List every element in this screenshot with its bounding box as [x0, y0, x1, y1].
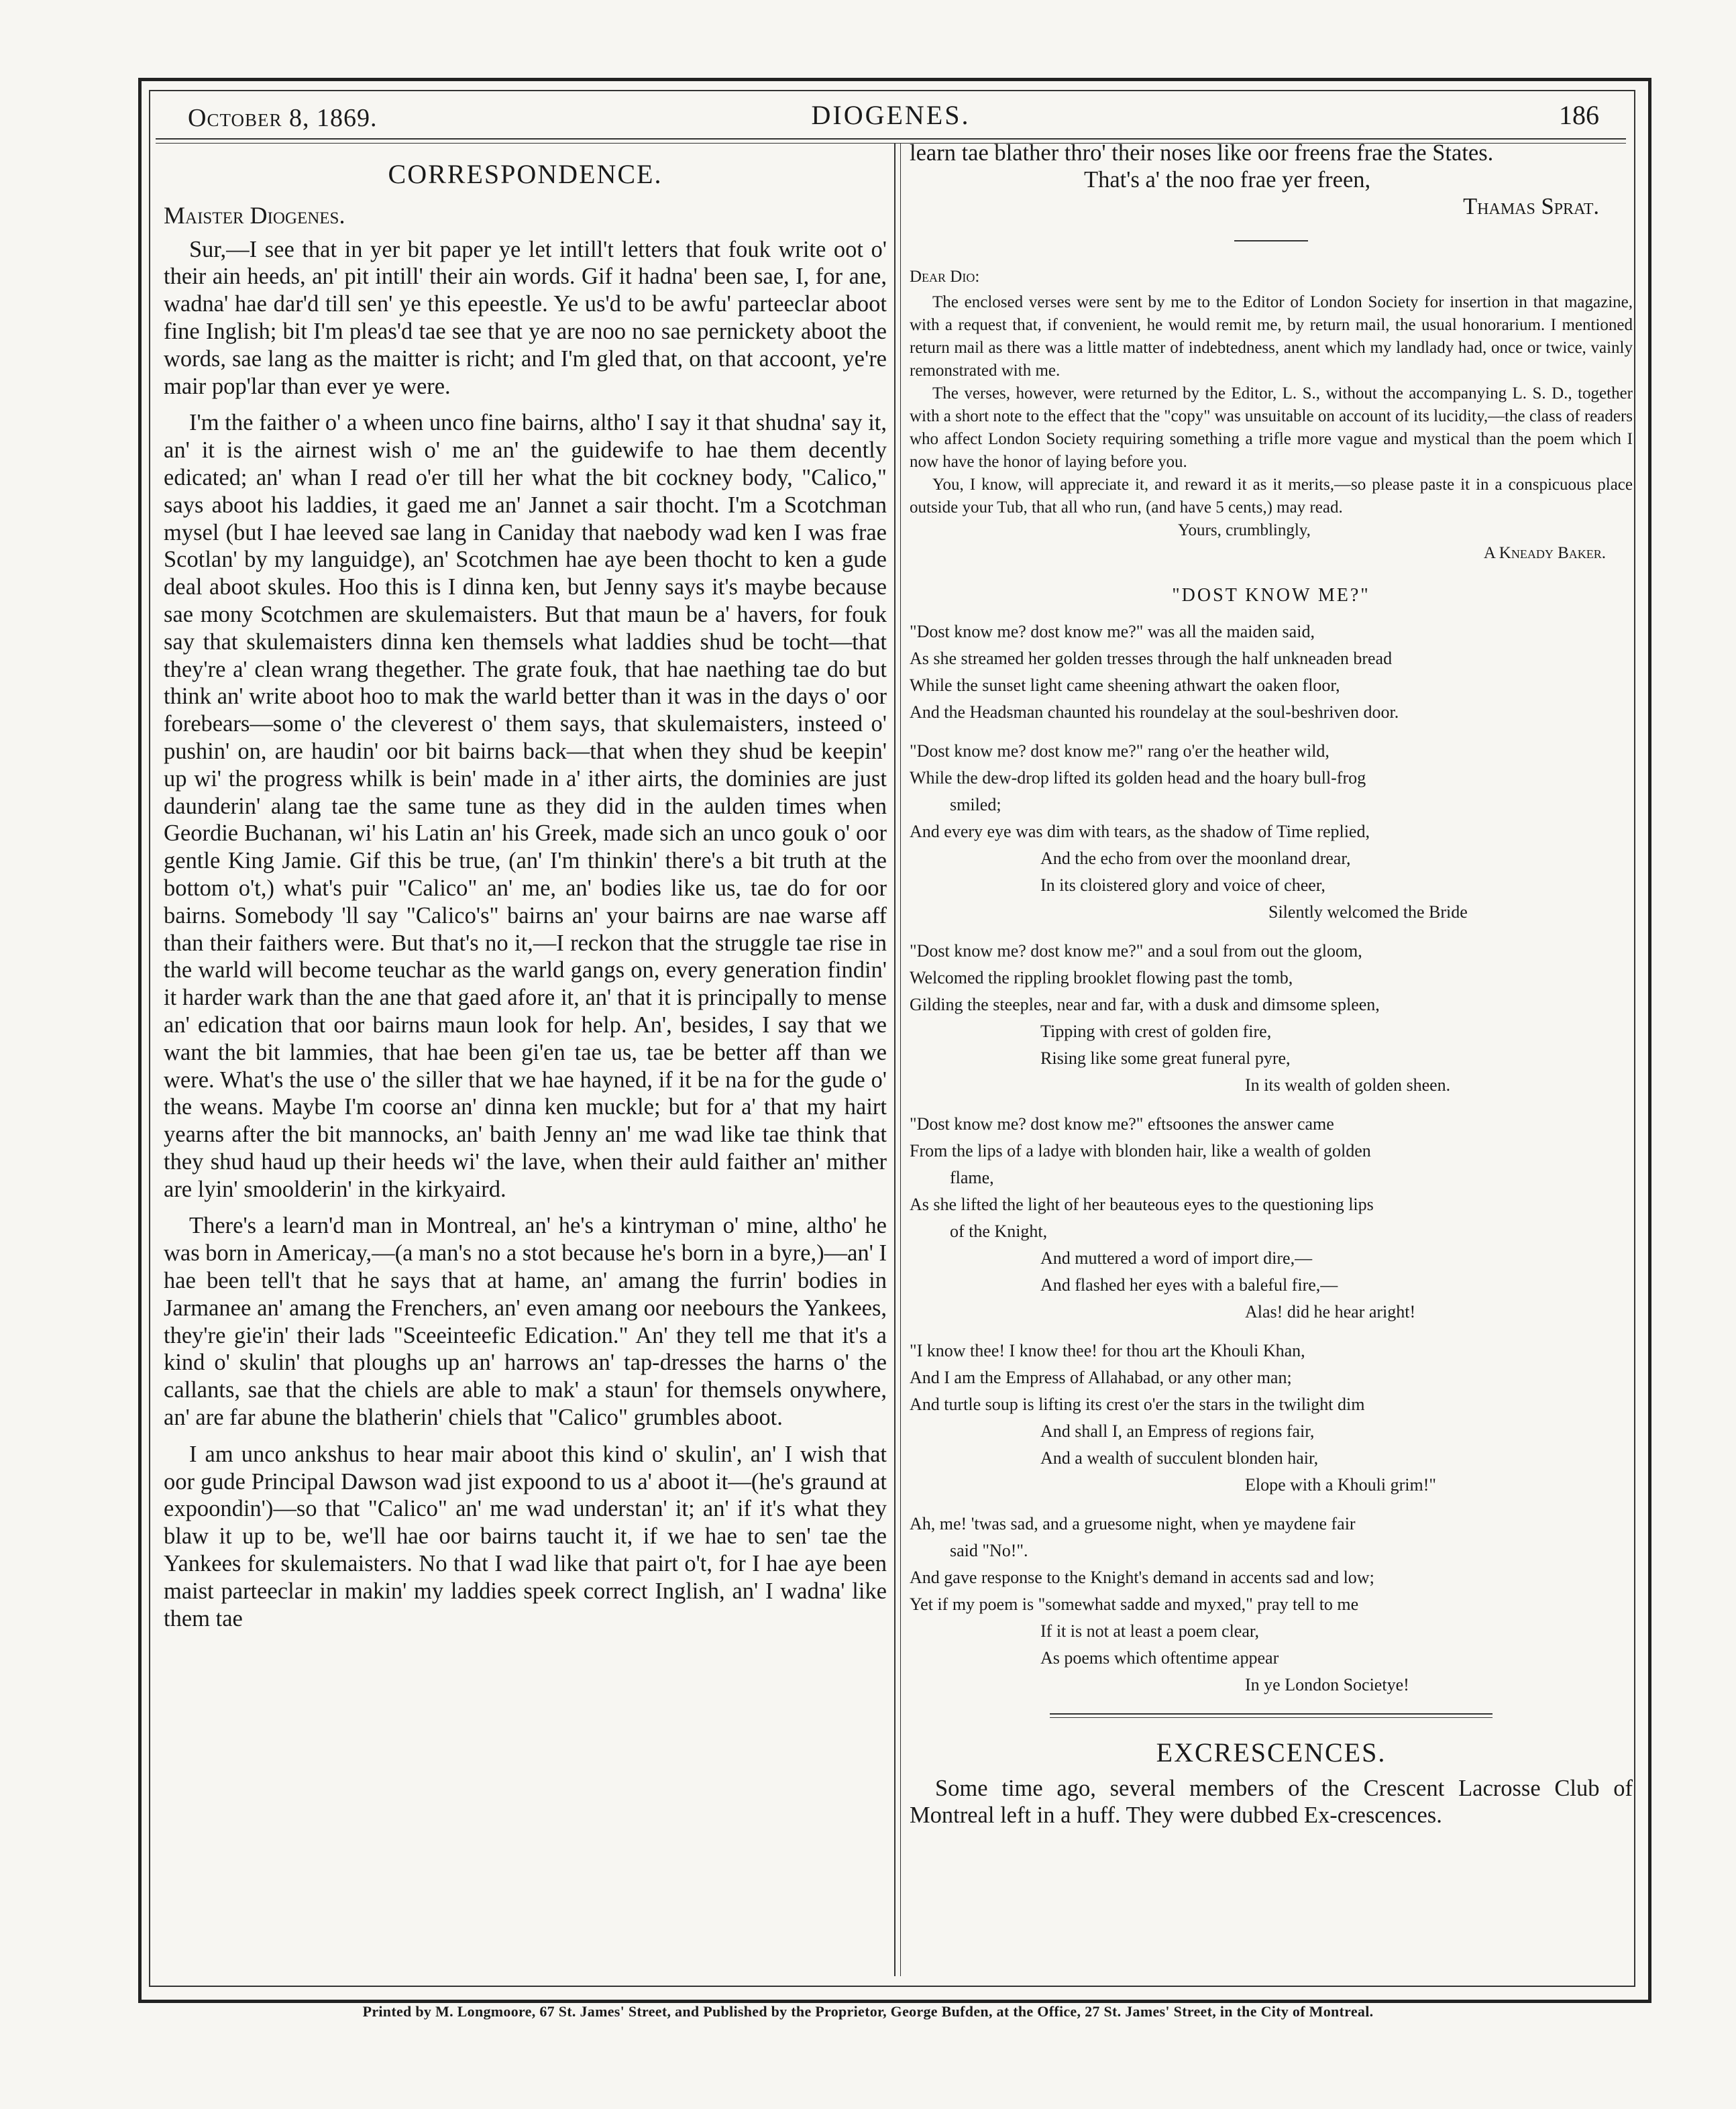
poem-line: If it is not at least a poem clear,: [1040, 1621, 1260, 1641]
excrescences-text: Some time ago, several members of the Crescent Lacrosse Club of Montreal left in a huff. They were dubbed Ex-crescences.: [910, 1776, 1633, 1828]
correspondence-salutation: Maister Diogenes.: [164, 201, 345, 229]
issue-date: October 8, 1869.: [188, 104, 378, 132]
letter-to-dio: [910, 266, 1633, 565]
poem-line: And flashed her eyes with a baleful fire,—: [1040, 1275, 1338, 1295]
column-divider: [894, 144, 896, 1976]
poem-stanza: [910, 618, 1633, 726]
poem-line: And turtle soup is lifting its crest o'er the stars in the twilight dim: [910, 1395, 1365, 1414]
printer-imprint: Printed by M. Longmoore, 67 St. James' Street, and Published by the Proprietor, George Bufden, at the Office, 27 St. James' Street, in the City of Montreal.: [362, 2003, 1374, 2020]
correspondence-paragraph: I am unco ankshus to hear mair aboot this kind o' skulin', an' I wish that oor gude Principal Dawson wad jist expoond to us a' aboot it—(he's graund at expoondin')—so that "Calico" an' me wad understan' it; an' if it's what they blaw it up to be, we'll hae oor bairns taucht it, if we hae to sen' tae the Yankees for skulemaisters. No that I wad like that pairt o't, for I hae aye been maist parteeclar in makin' my laddies speek correct Inglish, an' I wadna' like them tae: [164, 1441, 887, 1631]
poem-line: And the echo from over the moonland drear,: [1040, 849, 1351, 868]
poem-line: As poems which oftentime appear: [1040, 1648, 1279, 1668]
publication-title: DIOGENES.: [811, 100, 971, 130]
left-column: [164, 153, 887, 1641]
right-column: [910, 140, 1633, 1829]
poem-line: "Dost know me? dost know me?" was all the maiden said,: [910, 622, 1315, 641]
section-divider-double: [1050, 1713, 1493, 1718]
poem-line: In ye London Societye!: [1245, 1675, 1409, 1694]
poem-stanza: [910, 738, 1633, 926]
poem-line: "Dost know me? dost know me?" rang o'er the heather wild,: [910, 741, 1330, 761]
correspondence-paragraph: There's a learn'd man in Montreal, an' he's a kintryman o' mine, altho' he was born in Americay,—(a man's no a stot because he's born in a byre,)—an' I hae been tell't that he says that at hame, an' amang the furrin' bodies in Jarmanee an' amang the Frenchers, an' even amang oor neebours the Yankees, they're gie'in' their lads "Sceeinteefic Edication." An' they tell me that it's a kind o' skulin' that ploughs up an' harrows an' tap-dresses the harns o' the callants, sae that the chiels are able to mak' a staun' for themsels onywhere, an' are far abune the blatherin' chiels that "Calico" grumbles aboot.: [164, 1213, 887, 1431]
poem-line: Alas! did he hear aright!: [1245, 1302, 1416, 1321]
letter-signature: A Kneady Baker.: [1483, 544, 1606, 562]
poem-line: And muttered a word of import dire,—: [1040, 1248, 1313, 1268]
poem-line: As she lifted the light of her beauteous eyes to the questioning lips: [910, 1195, 1374, 1214]
poem-line: "I know thee! I know thee! for thou art the Khouli Khan,: [910, 1341, 1305, 1360]
poem-line: Rising like some great funeral pyre,: [1040, 1048, 1291, 1068]
poem-stanza: [910, 1111, 1633, 1326]
poem-line: In its cloistered glory and voice of cheer,: [1040, 875, 1325, 895]
correspondence-paragraph: Sur,—I see that in yer bit paper ye let intill't letters that fouk write oot o' their ain heeds, an' pit intill' their ain words. Gif it hadna' been sae, I, for ane, wadna' hae dar'd till sen' ye this epeestle. Ye us'd to be awfu' parteeclar aboot fine Inglish; bit I'm pleas'd tae see that ye are noo no sae pernickety aboot the words, sae lang as the maitter is richt; and I'm gled that, on that accoont, ye're mair pop'lar than ever ye were.: [164, 236, 887, 399]
correspondence-signoff: That's a' the noo frae yer freen,: [1084, 167, 1371, 193]
poem-line: Ah, me! 'twas sad, and a gruesome night, when ye maydene fair: [910, 1514, 1356, 1533]
correspondence-continuation: learn tae blather thro' their noses like oor freens frae the States.: [910, 140, 1494, 166]
poem-line: Welcomed the rippling brooklet flowing past the tomb,: [910, 968, 1293, 987]
letter-paragraph: The enclosed verses were sent by me to the Editor of London Society for insertion in that magazine, with a request that, if convenient, he would remit me, by return mail, the usual honorarium. I mentioned return mail as there was a little matter of indebtedness, anent which my landlady had, once or twice, vainly remonstrated with me.: [910, 293, 1633, 380]
poem-stanza: [910, 1338, 1633, 1499]
poem-line: Tipping with crest of golden fire,: [1040, 1022, 1272, 1041]
column-divider-inner: [900, 144, 901, 1976]
excrescences-heading: EXCRESCENCES.: [1156, 1737, 1387, 1768]
poem-line: From the lips of a ladye with blonden hair, like a wealth of golden: [910, 1141, 1371, 1160]
poem-line: And shall I, an Empress of regions fair,: [1040, 1421, 1315, 1441]
poem-line: Silently welcomed the Bride: [1268, 902, 1468, 922]
letter-closing: Yours, crumblingly,: [1178, 521, 1311, 539]
correspondence-signature: Thamas Sprat.: [1463, 194, 1599, 219]
letter-paragraph: You, I know, will appreciate it, and reward it as it merits,—so please paste it in a conspicuous place outside your Tub, that all who run, (and have 5 cents,) may read.: [910, 476, 1633, 517]
poem-line: flame,: [950, 1168, 994, 1187]
poem-stanza: [910, 1511, 1633, 1698]
correspondence-signoff-block: [910, 166, 1633, 220]
poem-stanza: [910, 938, 1633, 1099]
poem-line: of the Knight,: [950, 1222, 1048, 1241]
poem-line: In its wealth of golden sheen.: [1245, 1075, 1451, 1095]
letter-paragraph: The verses, however, were returned by the Editor, L. S., without the accompanying L. S. D., together with a short note to the effect that the "copy" was unsuitable on account of its lucidity,—the class of readers who affect London Society requiring something a trifle more vague and mystical than the poem which I now have the honor of laying before you.: [910, 384, 1633, 471]
poem-line: "Dost know me? dost know me?" eftsoones the answer came: [910, 1114, 1334, 1134]
poem-line: And I am the Empress of Allahabad, or any other man;: [910, 1368, 1292, 1387]
poem-line: "Dost know me? dost know me?" and a soul from out the gloom,: [910, 941, 1362, 961]
correspondence-paragraph: I'm the faither o' a wheen unco fine bairns, altho' I say it that shudna' say it, an' it is the airnest wish o' me an' the guidewife to hae them decently edicated; an' whan I read o'er till her what the bit cockney body, "Calico," says aboot his laddies, it gaed me an' Jannet a sair thocht. I'm a Scotchman mysel (but I hae leeved sae lang in Caniday that naebody wad ken I was frae Scotlan' by my languidge), an' Scotchmen hae aye been thocht to ken a gude deal aboot skules. Hoo this is I dinna ken, but Jenny says it's maybe because sae mony Scotchmen are skulemaisters. But that maun be a' havers, for fouk say that skulemaisters dinna ken themsels what laddies shud be tocht—that they're a' clean wrang thegether. The grate fouk, that hae naething tae do but think an' write aboot hoo to mak the warld better than it was in the days o' oor forebears—some o' the cleverest o' them says, that skulemaisters, insteed o' pushin' on, are haudin' oor bit bairns back—that when they shud be keepin' up wi' the progress whilk is bein' made in a' ither airts, the dominies are just daunderin' alang tae the same tune as they did in the aulden times when Geordie Buchanan, wi' his Latin an' his Greek, made sich an unco gouk o' oor gentle King Jamie. Gif this be true, (an' I'm thinkin' there's a bit truth at the bottom o't,) what's puir "Calico" an' me, an' bodies like us, tae do for oor bairns. Somebody 'll say "Calico's" bairns an' your bairns are nae warse aff than their faithers were. But that's no it,—I reckon that the struggle tae rise in the warld will become teuchar as the warld gangs on, every generation findin' it harder wark than the ane that gaed afore it, an' that it is principally to mense an' edication that oor bairns maun look for help. An', besides, I say that we want the bit lammies, that hae been gi'en tae us, tae be better aff than we were. What's the use o' the siller that we hae hayned, if it be na for the gude o' the weans. Maybe I'm coorse an' dinna ken muckle; but for a' that my hairt yearns after the bit mannocks, an' baith Jenny an' me wad like tae think that they shud haud up their heeds wi' the lave, when their auld faither an' mither are lyin' smoolderin' in the kirkyaird.: [164, 410, 887, 1202]
poem-line: As she streamed her golden tresses through the half unkneaden bread: [910, 649, 1393, 668]
letter-salutation: Dear Dio:: [910, 268, 980, 286]
poem-line: said "No!".: [950, 1541, 1028, 1560]
poem-line: Gilding the steeples, near and far, with a dusk and dimsome spleen,: [910, 995, 1380, 1014]
poem-line: And every eye was dim with tears, as the shadow of Time replied,: [910, 822, 1370, 841]
poem-line: While the dew-drop lifted its golden head and the hoary bull-frog: [910, 768, 1366, 788]
masthead: [156, 93, 1626, 134]
poem-line: And the Headsman chaunted his roundelay at the soul-beshriven door.: [910, 702, 1399, 722]
page-number: 186: [1559, 100, 1599, 130]
poem-line: While the sunset light came sheening athwart the oaken floor,: [910, 675, 1340, 695]
poem-line: And gave response to the Knight's demand in accents sad and low;: [910, 1568, 1374, 1587]
poem-line: Yet if my poem is "somewhat sadde and myxed," pray tell to me: [910, 1594, 1359, 1614]
correspondence-heading: CORRESPONDENCE.: [388, 159, 663, 189]
poem-line: smiled;: [950, 795, 1001, 814]
poem-title: "DOST KNOW ME?": [1172, 585, 1370, 606]
poem-line: And a wealth of succulent blonden hair,: [1040, 1448, 1319, 1468]
section-divider: [1234, 240, 1308, 241]
poem-body: [910, 618, 1633, 1698]
poem-line: Elope with a Khouli grim!": [1245, 1475, 1437, 1495]
